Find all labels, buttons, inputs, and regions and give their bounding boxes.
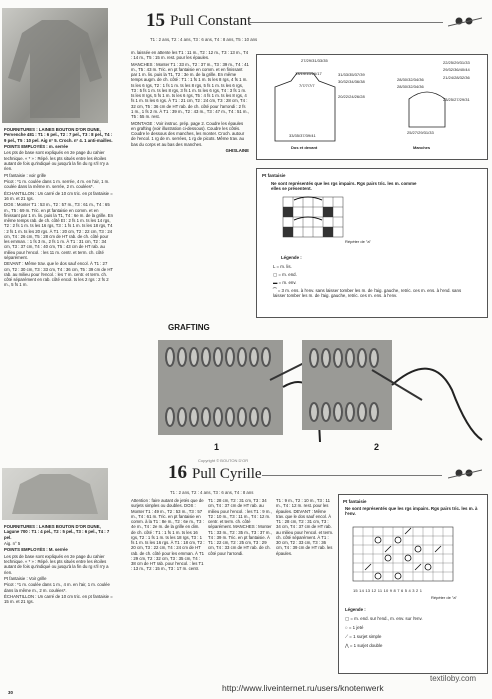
schematic-label: 7/7/7/7/7 bbox=[299, 83, 315, 88]
chart2-col-number: 13 bbox=[365, 588, 371, 593]
schematic-label: 31/33/35/37/39 bbox=[338, 72, 365, 77]
yarn-icon bbox=[448, 14, 482, 28]
chart2-col-number: 14 bbox=[359, 588, 365, 593]
pattern1-dos: DOS : Monter T1 : 53 m., T2 : 57 m., T3 : 61 m., T4 : 65 m., T5 : 69 m. Tric. en pt fantaisie en comm. et en finissant par 1 m. lis. puis la T1, T4 : 6e m. de la grille. En même temps rab. de ch. côté Et : 2 fs 1 m. ts les 14 rgs, T2 : 2 fs 1 m. ts les 16 rgs, T3 : 1 fs 1 m. ts les 18 rgs, T4 : 2 fs 1 m. ts les 20 rgs. À T1 : 20 cm, T2 : 22 cm, T3 : 24 cm, T4 : 26 cm, T5 : 28 cm de HT rab. de ch. côté pour les emman. : 1 fs 3 m., 2 fs 1 m. À T1 : 31 cm, T2 : 34 cm, T3 : 37 cm, T4 : 40 cm, T5 : 43 cm de HT rab. au milieu pour l'encol. : les 11 m. centr. et term. ch. côté séparément. bbox=[4, 202, 113, 260]
chart2-legend-title: Légende : bbox=[345, 607, 366, 612]
pattern1-column-1 bbox=[4, 127, 114, 462]
schematic-label: 22/25/29/31/33 bbox=[443, 60, 470, 65]
chart1-legend-title: Légende : bbox=[281, 255, 302, 260]
header-rule bbox=[262, 475, 442, 476]
pattern2-title: Pull Cyrille bbox=[192, 466, 262, 482]
pattern1-title: Pull Constant bbox=[170, 13, 252, 29]
chart2-legend-item: ⋀ = 1 surjet double bbox=[345, 643, 383, 648]
pattern2-fournitures: FOURNITURES : LAINES BOUTON D'OR DUNE, Lagune 700 : T1 : 4 pel., T2 : 5 pel., T3 : 6 pel., T4 : 7 pel. bbox=[4, 524, 110, 540]
schematic-caption-front: Dos et devant bbox=[291, 145, 318, 150]
schematic-label: 23/25/27/29/31 bbox=[443, 97, 470, 102]
pattern1-points-text: Les pts de base sont expliqués en 2e page du cahier technique. « * » : Répé. les pts situés entre les étoiles autant de fois qu'indiqué ou jusqu'à la fin du rg s'il n'y a rien. bbox=[4, 150, 109, 172]
pattern2-number: 16 bbox=[168, 462, 187, 483]
pattern2-column-2 bbox=[131, 498, 205, 696]
pattern2-col3: T1 : 28 cm, T2 : 31 cm, T3 : 34 cm, T4 : 37 cm de HT rab. au milieu pour l'encol. : les T1 : 9 m., T2 : 10 m., T3 : 11 m., T4 : 12 m. centr. et term. ch. côté séparément. MANCHES : Monter T1 : 33 m., T2 : 35 m., T3 : 37 m., T4 : 39 m. Tric. en pt fantaisie. À T1 : 22 cm, T2 : 25 cm, T3 : 29 cm, T4 : 33 cm de HT rab. de ch. côté pour l'arrondi. bbox=[208, 498, 272, 556]
chart1-legend-item: ⁀ = 3 m. ens. à l'env. sans laisser tomber les m. de l'aig. gauche, retric. ces m. ens. à l'end. sans laisser tomber les m. de l'aig. gauche, retric. ces m. ens. à l'env. bbox=[273, 288, 462, 299]
pattern1-points-heading: POINTS EMPLOYÉS : m. serrée bbox=[4, 143, 68, 149]
chart2-col-number: 2 bbox=[415, 588, 419, 593]
schematic-label: 28/30/32/34/36 bbox=[397, 84, 424, 89]
chart2-title: Pt fantaisie bbox=[343, 499, 367, 504]
pattern1-number: 15 bbox=[146, 10, 165, 31]
schematic-caption-sleeve: Manches bbox=[413, 145, 431, 150]
chart2-col-numbers bbox=[353, 588, 422, 593]
schematic-label: 27/29/31/33/35 bbox=[301, 58, 328, 63]
schematic-label: 20/22/24/26/28 bbox=[338, 94, 365, 99]
schematic-box bbox=[256, 54, 488, 160]
chart2-col-number: 9 bbox=[389, 588, 393, 593]
chart2-col-number: 1 bbox=[419, 588, 423, 593]
schematic-label: 21/24/28/32/36 bbox=[443, 75, 470, 80]
chart2-col-number: 12 bbox=[371, 588, 377, 593]
pattern2-points-text: Les pts de base sont expliqués en 2e page du cahier technique. « * » : Répé. les pts situés entre les étoiles autant de fois qu'indiqué ou jusqu'à la fin du rg s'il n'y a rien. bbox=[4, 553, 109, 575]
chart2-col-number: 6 bbox=[400, 588, 404, 593]
pattern1-sizes: T1 : 2 ans, T2 : 4 ans, T3 : 6 ans, T4 : 8 ans, T5 : 10 ans bbox=[150, 37, 258, 42]
pattern1-montage: MONTAGE : Voir instruc. prép. page 2. Coudre les épaules en grafting (voir illustration ci-dessous). Coudre les côtés. Coudre le dessous des manches, les monter. Croch. autour de l'encol. 1 rg de m. serrées, 1 rg de picots. Même trav. au bas du corps et au bas des manches. bbox=[131, 120, 245, 147]
chart1-legend-item: L = m. lis. bbox=[273, 264, 292, 269]
pattern2-picot: Picot : *1 m. coulée dans 1 m., 4 m. en l'air, 1 m. coulée dans la même m., 2 m. coulées*. bbox=[4, 582, 110, 593]
stitch-chart-box-2 bbox=[338, 494, 488, 674]
chart2-col-number: 3 bbox=[412, 588, 415, 593]
watermark-site[interactable]: textiloby.com bbox=[430, 674, 477, 683]
pattern2-echantillon: ÉCHANTILLON : Un carré de 10 cm tric. en pt fantaisie = 15 m. et 21 rgs. bbox=[4, 594, 113, 605]
grafting-fig-2: 2 bbox=[374, 442, 380, 452]
chart2-col-number: 7 bbox=[397, 588, 400, 593]
sweater-photo-1 bbox=[2, 8, 108, 123]
pattern1-echantillon: ÉCHANTILLON : Un carré de 10 cm tric. en pt fantaisie = 16 m. et 21 rgs. bbox=[4, 190, 113, 201]
pattern1-picot: Picot : *1 m. coulée dans 1 m. serrée, 4 m. en l'air, 1 m. coulée dans la même m. serrée, 2 m. coulées*. bbox=[4, 179, 110, 190]
chart2-col-number: 15 bbox=[353, 588, 358, 593]
grafting-fig-1: 1 bbox=[214, 442, 220, 452]
pattern1-col2-intro: m. laissée en attente les T1 : 11 m., T2 : 12 m., T3 : 13 m., T4 : 14 m., T5 : 15 m. rest. pour les épaules. bbox=[131, 50, 249, 61]
chart2-col-number: 11 bbox=[377, 588, 383, 593]
pattern2-sizes: T1 : 2 ans, T2 : 4 ans, T3 : 6 ans, T4 : 8 ans bbox=[170, 490, 254, 495]
yarn-icon bbox=[448, 466, 482, 480]
header-rule bbox=[248, 22, 443, 23]
pattern2-column-3 bbox=[208, 498, 273, 696]
pattern2-col2: Attention : faire autant de jetés que de surjets simples ou doubles. DOS : Monter T1 : 49 m., T2 : 53 m., T3 : 57 m., T4 : 61 m. Tric. en pt fantaisie en comm. à la T1 : 8e m., T2 : 6e m., T3 : 4e m., T4 : 2e m. de la grille en dim. de ch. côté : T1 : 1 fs 1 m. ts les 16 rgs, T2 : 1 fs 1 m. ts les 18 rgs, T3 : 1 fs 1 m. ts les 16 rgs. À T1 : 18 cm, T2 : 20 cm, T3 : 22 cm, T4 : 24 cm de HT rab. de ch. côté pour les emman. À T1 : 29 cm, T2 : 32 cm, T3 : 35 cm, T4 : 38 cm de HT rab. pour l'encol. : les T1 : 13 m., T2 : 15 m., T3 : 17 m. centr. bbox=[131, 498, 205, 572]
grafting-title: GRAFTING bbox=[168, 323, 210, 332]
chart2-col-number: 8 bbox=[393, 588, 396, 593]
pattern1-devant: DEVANT : Même trav. que le dos sauf encol. À T1 : 27 cm, T2 : 30 cm, T3 : 33 cm, T4 : 36 cm, T5 : 39 cm de HT rab. au milieu pour l'encol. : les 7 m. centr. et term. ch. côté séparément en rab. côté encol. ts les 2 rgs : 2 fs 2 m., 5 fs 1 m. bbox=[4, 261, 113, 288]
pattern2-column-1 bbox=[4, 524, 116, 696]
chart1-note: Ne sont représentés que les rgs impairs. Rgs pairs tric. les m. comme elles se présentent. bbox=[271, 181, 417, 192]
pattern1-manches: MANCHES : Monter T1 : 33 m., T2 : 37 m., T3 : 39 m., T4 : 41 m., T5 : 43 m. Tric. en pt fantaisie en comm. et en finissant par 1 m. lis. puis la T1, T2 : 3e m. de la grille. En même temps augm. de ch. côté : T1 : 1 fs 1 m. ts les 8 rgs, 4 fs 1 m. ts les 6 rgs, T2 : 1 fs 1 m. ts les 8 rgs, 5 fs 1 m. ts les 6 rgs, T3 : 5 fs 1 m. ts les 8 rgs, 3 fs 1 m. ts les 6 rgs, T4 : 3 fs 1 m. ts les 8 rgs, 5 fs 1 m. ts les 6 rgs, T5 : 4 fs 1 m. ts les 8 rgs, 4 fs 1 m. ts les 6 rgs. À T1 : 21 cm, T2 : 24 cm, T3 : 28 cm, T4 : 32 cm, T5 : 36 cm de HT rab. de ch. côté pour l'arrondi : 2 fs 1 m., 1 fs 2 m. À T1 : 39 m., T2 : 43 m., T3 : 47 m., T4 : 51 m., T5 : 55 m. rest. bbox=[131, 61, 249, 120]
chart2-grid bbox=[349, 525, 469, 589]
pattern2-points-heading: POINTS EMPLOYÉS : M. serrée bbox=[4, 547, 68, 553]
chart2-legend-item: ⟋ = 1 surjet simple bbox=[345, 634, 382, 639]
chart1-repeat: Répéter de "a" bbox=[345, 239, 371, 244]
chart2-col-number: 5 bbox=[404, 588, 408, 593]
chart2-note: Ne sont représentés que les rgs impairs. Rgs pairs tric. les m. à l'env. bbox=[345, 506, 478, 517]
schematic-label: 28/30/32/34/36 bbox=[397, 77, 424, 82]
pattern2-aig: Aig. n° 5 bbox=[4, 540, 21, 546]
pattern1-pt-fantaisie: Pt fantaisie : voir grille bbox=[4, 172, 47, 178]
pattern2-pt-fantaisie: Pt fantaisie : Voir grille bbox=[4, 576, 47, 581]
chart2-col-number: 4 bbox=[408, 588, 411, 593]
schematic-label: 25/27/29/31/33 bbox=[407, 130, 434, 135]
schematic-label: 33/35/37/39/41 bbox=[289, 133, 316, 138]
designer-signature: GHISLAINE bbox=[225, 148, 249, 154]
chart2-col-number: 10 bbox=[383, 588, 389, 593]
sweater-photo-2 bbox=[2, 468, 108, 520]
watermark-url[interactable]: http://www.liveinternet.ru/users/knotenwerk bbox=[222, 683, 384, 693]
chart2-repeat: Répéter de "a" bbox=[431, 595, 457, 600]
chart1-title: Pt fantaisie bbox=[262, 173, 286, 178]
pattern1-fournitures: FOURNITURES : LAINES BOUTON D'OR DUNE, Pervenche 481 : T1 : 6 pel., T2 : 7 pel., T3 : 8 pel., T4 : 9 pel., T5 : 10 pel. Aig n° 5. Croch. n° 4. 1 anti-mailles. bbox=[4, 127, 113, 143]
grafting-illustration-2 bbox=[302, 340, 487, 450]
chart2-legend-item: ○ = 1 jeté bbox=[345, 625, 364, 630]
chart1-legend-item: ▢ = m. end. bbox=[273, 272, 297, 277]
page-number: 30 bbox=[8, 690, 13, 695]
schematic-label: 13/14/15/16/17 bbox=[295, 71, 322, 76]
chart2-legend-item: ▢ = m. end. sur l'end., m. env. sur l'env. bbox=[345, 616, 423, 621]
pattern1-column-2 bbox=[131, 50, 249, 320]
schematic-label: 30/32/34/36/38 bbox=[338, 79, 365, 84]
schematic-label: 29/32/36/40/44 bbox=[443, 67, 470, 72]
chart1-legend-item: ▬ = m. env. bbox=[273, 280, 297, 285]
copyright: Copyright © BOUTON D'OR bbox=[198, 458, 249, 463]
pattern2-column-4 bbox=[276, 498, 334, 696]
stitch-chart-box-1 bbox=[256, 168, 488, 318]
pattern2-col4: T1 : 9 m., T2 : 10 m., T3 : 11 m., T4 : 12 m. rest. pour les épaules. DEVANT : Même trav. que le dos sauf encol. À T1 : 28 cm, T2 : 31 cm, T3 : 34 cm, T4 : 37 cm de HT rab. au milieu pour l'encol. et term. ch. côté séparément. À T1 : 30 cm, T2 : 33 cm, T3 : 36 cm, T4 : 39 cm de HT rab. les épaules. bbox=[276, 498, 334, 556]
